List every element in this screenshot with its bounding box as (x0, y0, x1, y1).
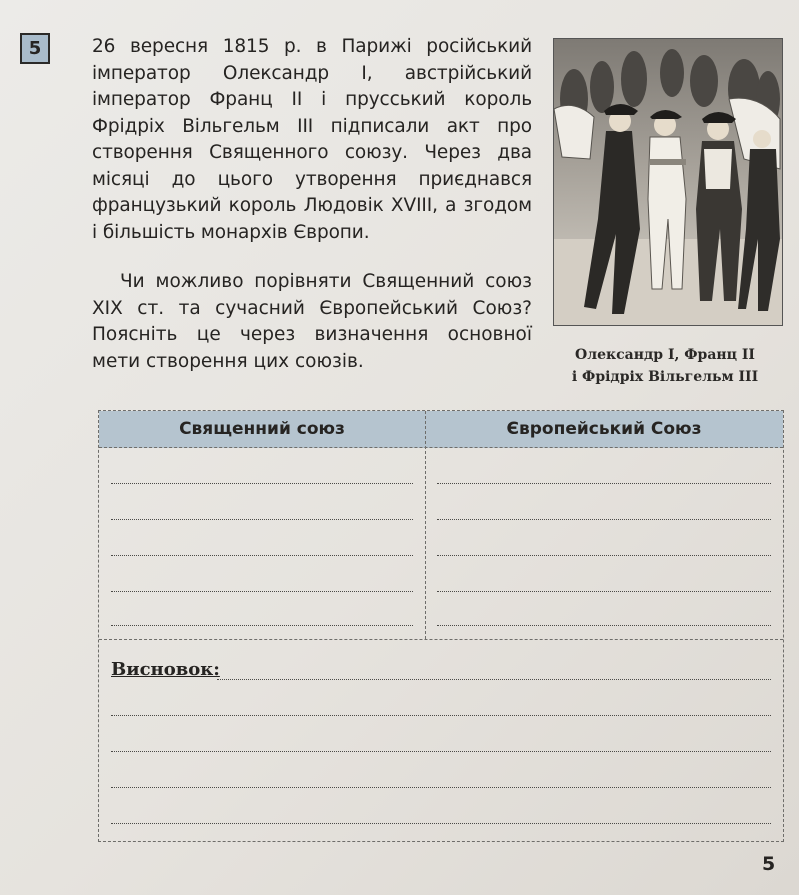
header-european-union: Європейський Союз (506, 419, 702, 439)
conclusion-line-2[interactable] (111, 715, 771, 716)
answer-line-right-2[interactable] (437, 519, 771, 520)
header-holy-alliance: Священний союз (179, 419, 345, 439)
answer-line-left-3[interactable] (111, 555, 413, 556)
illustration-caption (545, 344, 785, 388)
page-number: 5 (762, 853, 776, 875)
conclusion-line-5[interactable] (111, 823, 771, 824)
task-number-badge: 5 (20, 33, 50, 64)
answer-line-right-3[interactable] (437, 555, 771, 556)
conclusion-line-4[interactable] (111, 787, 771, 788)
answer-line-left-2[interactable] (111, 519, 413, 520)
conclusion-line-1[interactable] (217, 679, 771, 680)
answer-line-left-1[interactable] (111, 483, 413, 484)
column-divider (425, 411, 426, 639)
answer-line-right-1[interactable] (437, 483, 771, 484)
illustration-drawing (554, 39, 782, 325)
caption-line-2: і Фрідріх Вільгельм III (571, 369, 759, 385)
answer-line-right-4[interactable] (437, 591, 771, 592)
conclusion-divider (99, 639, 783, 640)
task-text: 26 вересня 1815 р. в Парижі російський імператор Олександр I, австрійський імператор Франц II і прусський король Фрідріх Вільгельм III підписали акт про створення Священного союзу. Через два місяці до цього утворення приєднався французький король Людовік XVIII, а згодом і більшість монархів Європи. (92, 36, 532, 243)
table-header-row (99, 411, 783, 448)
answer-line-left-4[interactable] (111, 591, 413, 592)
historical-illustration (553, 38, 783, 326)
comparison-table (98, 410, 784, 842)
conclusion-line-3[interactable] (111, 751, 771, 752)
question-text: Чи можливо порівняти Священний союз XIX ст. та сучасний Європейський Союз? Поясніть це через визначення основної мети створення цих союзів. (92, 271, 532, 372)
conclusion-label: Висновок: (111, 659, 220, 680)
answer-line-left-5[interactable] (111, 625, 413, 626)
answer-line-right-5[interactable] (437, 625, 771, 626)
caption-line-1: Олександр I, Франц II (575, 347, 755, 363)
